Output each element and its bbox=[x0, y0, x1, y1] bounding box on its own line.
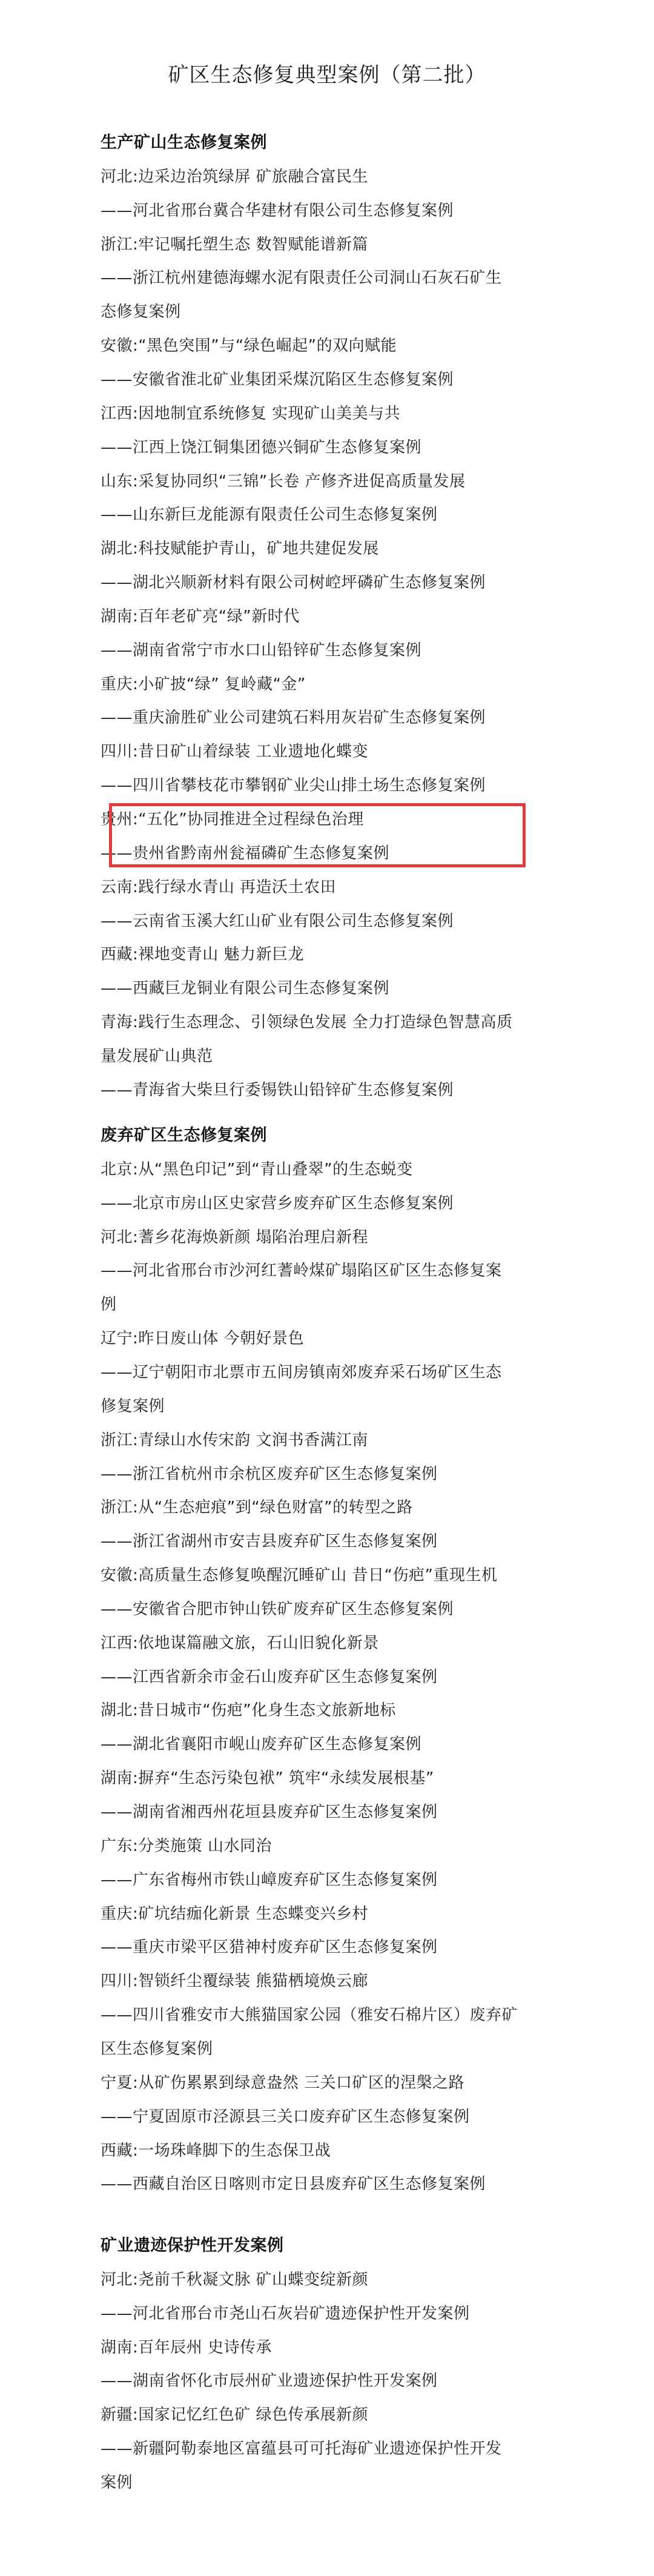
case-entry: ——重庆市梁平区猎神村废弃矿区生态修复案例 bbox=[101, 1938, 438, 1956]
case-heading: 青海:践行生态理念、引领绿色发展 全力打造绿色智慧高质 bbox=[101, 1013, 513, 1031]
case-heading: 区生态修复案例 bbox=[101, 2040, 213, 2058]
case-entry: ——宁夏固原市泾源县三关口废弃矿区生态修复案例 bbox=[101, 2108, 470, 2126]
case-heading: 北京:从“黑色印记”到“青山叠翠”的生态蜕变 bbox=[101, 1161, 413, 1179]
case-heading: 山东:采复协同织“三锦”长卷 产修齐进促高质量发展 bbox=[101, 472, 466, 491]
case-entry: ——湖北兴顺新材料有限公司树崆坪磷矿生态修复案例 bbox=[101, 574, 486, 592]
red-highlight-box bbox=[109, 803, 526, 867]
case-entry: ——广东省梅州市铁山嶂废弃矿区生态修复案例 bbox=[101, 1871, 438, 1889]
case-heading: 河北:蓍乡花海焕新颜 塌陷治理启新程 bbox=[101, 1228, 369, 1247]
case-heading: 浙江:从“生态疤痕”到“绿色财富”的转型之路 bbox=[101, 1498, 413, 1517]
case-entry: ——山东新巨龙能源有限责任公司生态修复案例 bbox=[101, 506, 438, 524]
case-heading: 浙江:牢记嘱托塑生态 数智赋能谱新篇 bbox=[101, 236, 369, 254]
case-heading: 西藏:裸地变青山 魅力新巨龙 bbox=[101, 945, 305, 964]
case-entry: ——贵州省黔南州瓮福磷矿生态修复案例 bbox=[101, 844, 390, 863]
case-heading: 贵州:“五化”协同推进全过程绿色治理 bbox=[101, 810, 364, 829]
case-heading: 湖南:百年辰州 史诗传承 bbox=[101, 2339, 272, 2357]
case-heading: 安徽:高质量生态修复唤醒沉睡矿山 昔日“伤疤”重现生机 bbox=[101, 1566, 498, 1584]
page-title: 矿区生态修复典型案例（第二批） bbox=[168, 63, 486, 87]
case-heading: 例 bbox=[101, 1296, 117, 1314]
case-heading: 湖南:摒弃“生态污染包袱” 筑牢“永续发展根基” bbox=[101, 1769, 434, 1787]
section-heading: 废弃矿区生态修复案例 bbox=[101, 1126, 267, 1145]
case-heading: 河北:尧前千秋凝文脉 矿山蝶变绽新颜 bbox=[101, 2271, 369, 2289]
case-heading: 江西:因地制宜系统修复 实现矿山美美与共 bbox=[101, 405, 401, 423]
case-entry: ——河北省邢台市尧山石灰岩矿遗迹保护性开发案例 bbox=[101, 2305, 470, 2323]
case-heading: 重庆:矿坑结痂化新景 生态蝶变兴乡村 bbox=[101, 1905, 369, 1923]
case-heading: 辽宁:昨日废山体 今朝好景色 bbox=[101, 1329, 305, 1348]
case-entry: ——青海省大柴旦行委锡铁山铅锌矿生态修复案例 bbox=[101, 1081, 454, 1099]
case-entry: ——北京市房山区史家营乡废弃矿区生态修复案例 bbox=[101, 1194, 454, 1213]
case-entry: ——新疆阿勒泰地区富蕴县可可托海矿业遗迹保护性开发 bbox=[101, 2440, 502, 2458]
case-heading: 新疆:国家记忆红色矿 绿色传承展新颜 bbox=[101, 2406, 369, 2424]
case-entry: ——西藏巨龙铜业有限公司生态修复案例 bbox=[101, 979, 390, 998]
case-entry: ——湖南省常宁市水口山铅锌矿生态修复案例 bbox=[101, 641, 422, 660]
section-heading: 矿业遗迹保护性开发案例 bbox=[101, 2236, 284, 2255]
case-heading: 宁夏:从矿伤累累到绿意盎然 三关口矿区的涅槃之路 bbox=[101, 2074, 465, 2092]
case-heading: 西藏:一场珠峰脚下的生态保卫战 bbox=[101, 2142, 331, 2160]
case-entry: ——浙江省湖州市安吉县废弃矿区生态修复案例 bbox=[101, 1532, 438, 1551]
case-heading: 重庆:小矿披“绿” 复岭藏“金” bbox=[101, 675, 306, 694]
case-heading: 态修复案例 bbox=[101, 303, 181, 321]
case-heading: 云南:践行绿水青山 再造沃土农田 bbox=[101, 878, 337, 896]
case-heading: 安徽:“黑色突围”与“绿色崛起”的双向赋能 bbox=[101, 337, 397, 355]
case-entry: ——河北省邢台冀合华建材有限公司生态修复案例 bbox=[101, 202, 454, 220]
case-entry: ——浙江杭州建德海螺水泥有限责任公司洞山石灰石矿生 bbox=[101, 269, 502, 287]
case-heading: 湖北:昔日城市“伤疤”化身生态文旅新地标 bbox=[101, 1701, 396, 1720]
case-entry: ——江西省新余市金石山废弃矿区生态修复案例 bbox=[101, 1668, 438, 1686]
case-heading: 量发展矿山典范 bbox=[101, 1047, 213, 1065]
case-heading: 江西:依地谋篇融文旅，石山旧貌化新景 bbox=[101, 1634, 379, 1652]
case-entry: ——云南省玉溪大红山矿业有限公司生态修复案例 bbox=[101, 912, 454, 930]
case-heading: 广东:分类施策 山水同治 bbox=[101, 1837, 272, 1855]
section-heading: 生产矿山生态修复案例 bbox=[101, 133, 267, 152]
case-heading: 修复案例 bbox=[101, 1397, 165, 1415]
case-heading: 四川:昔日矿山着绿装 工业遗地化蝶变 bbox=[101, 743, 369, 761]
case-heading: 湖南:百年老矿亮“绿”新时代 bbox=[101, 608, 300, 626]
case-entry: ——重庆渝胜矿业公司建筑石料用灰岩矿生态修复案例 bbox=[101, 709, 486, 727]
case-entry: ——湖南省怀化市辰州矿业遗迹保护性开发案例 bbox=[101, 2372, 438, 2390]
case-heading: 湖北:科技赋能护青山，矿地共建促发展 bbox=[101, 540, 379, 558]
case-heading: 案例 bbox=[101, 2474, 133, 2492]
case-heading: 河北:边采边治筑绿屏 矿旅融合富民生 bbox=[101, 168, 369, 186]
case-entry: ——辽宁朝阳市北票市五间房镇南郊废弃采石场矿区生态 bbox=[101, 1363, 502, 1382]
case-entry: ——浙江省杭州市余杭区废弃矿区生态修复案例 bbox=[101, 1465, 438, 1483]
case-heading: 浙江:青绿山水传宋韵 文润书香满江南 bbox=[101, 1431, 369, 1449]
case-entry: ——四川省攀枝花市攀钢矿业尖山排土场生态修复案例 bbox=[101, 776, 486, 795]
case-entry: ——四川省雅安市大熊猫国家公园（雅安石棉片区）废弃矿 bbox=[101, 2006, 518, 2024]
case-heading: 四川:智锁纤尘覆绿装 熊猫栖境焕云廊 bbox=[101, 1972, 369, 1990]
case-entry: ——西藏自治区日喀则市定日县废弃矿区生态修复案例 bbox=[101, 2175, 486, 2193]
case-entry: ——江西上饶江铜集团德兴铜矿生态修复案例 bbox=[101, 439, 422, 457]
case-entry: ——湖南省湘西州花垣县废弃矿区生态修复案例 bbox=[101, 1803, 438, 1821]
case-entry: ——湖北省襄阳市岘山废弃矿区生态修复案例 bbox=[101, 1735, 422, 1753]
case-entry: ——安徽省合肥市钟山铁矿废弃矿区生态修复案例 bbox=[101, 1600, 454, 1618]
case-entry: ——安徽省淮北矿业集团采煤沉陷区生态修复案例 bbox=[101, 371, 454, 389]
case-entry: ——河北省邢台市沙河红蓍岭煤矿塌陷区矿区生态修复案 bbox=[101, 1262, 502, 1280]
